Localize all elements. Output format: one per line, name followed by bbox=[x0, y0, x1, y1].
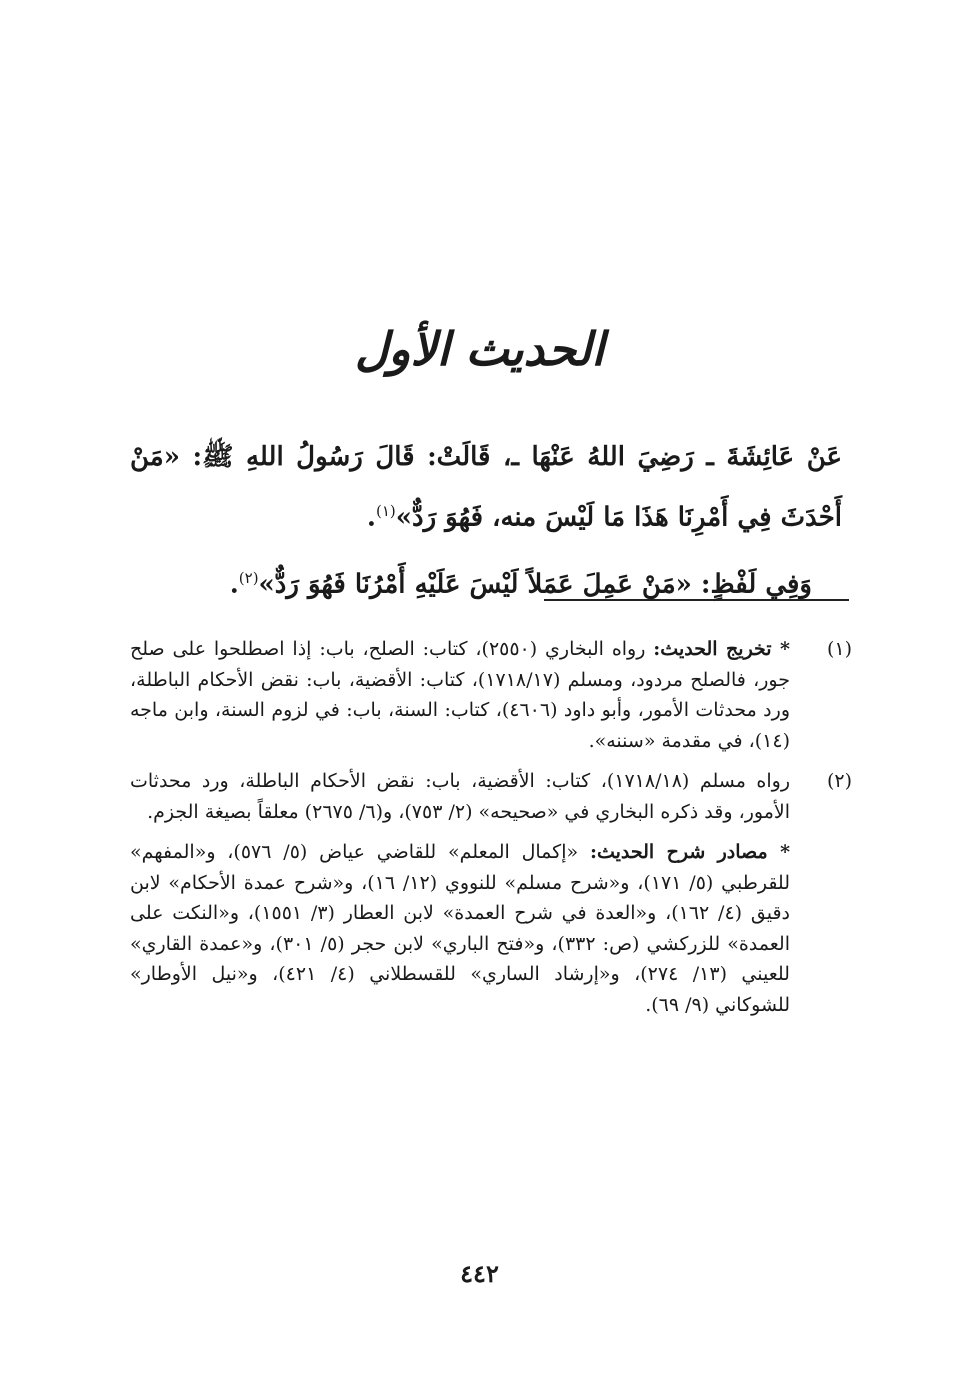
takhrij-label: * تخريج الحديث: bbox=[653, 638, 790, 660]
footnotes bbox=[130, 634, 852, 1030]
footnote-separator bbox=[544, 599, 849, 601]
footnote-1 bbox=[130, 634, 852, 756]
sources-paragraph bbox=[130, 837, 790, 1020]
sources-label: * مصادر شرح الحديث: bbox=[589, 841, 791, 863]
hadith-paragraph-2 bbox=[130, 551, 842, 612]
footnote-ref-2[interactable]: (٢) bbox=[238, 568, 259, 587]
hadith-line-1: عَنْ عَائِشَةَ ـ رَضِيَ اللهُ عَنْهَا ـ، قَالَتْ: قَالَ رَسُولُ اللهِ ﷺ: «مَنْ أَحْدَثَ فِي أَمْرِنَا هَذَا مَا لَيْسَ منه، فَهُوَ رَدٌّ» bbox=[130, 442, 842, 533]
page-title: الحديث الأول bbox=[354, 322, 605, 376]
hadith-text bbox=[130, 430, 842, 611]
hadith-end-1: . bbox=[366, 502, 376, 533]
takhrij-text: رواه البخاري (٢٥٥٠)، كتاب: الصلح، باب: إذا اصطلحوا على صلح جور، فالصلح مردود، ومسلم (١٧١٨/١٧)، كتاب: الأقضية، باب: نقض الأحكام الباطلة، ورد محدثات الأمور، وأبو داود (٤٦٠٦)، كتاب: السنة، باب: في لزوم السنة، وابن ماجه (١٤)، في مقدمة «سننه». bbox=[130, 638, 790, 752]
footnote-number: (١) bbox=[826, 638, 852, 660]
footnote-ref-1[interactable]: (١) bbox=[375, 502, 396, 520]
hadith-end-2: . bbox=[229, 569, 239, 600]
sources-text: «إكمال المعلم» للقاضي عياض (٥/ ٥٧٦)، و«المفهم» للقرطبي (٥/ ١٧١)، و«شرح مسلم» للنووي (١٢/ ١٦)، و«شرح عمدة الأحكام» لابن دقيق (٤/ ١٦٢)، و«العدة في شرح العمدة» لابن العطار (٣/ ١٥٥١)، و«النكت على العمدة» للزركشي (ص: ٣٣٢)، و«فتح الباري» لابن حجر (٥/ ٣٠١)، و«عمدة القاري» للعيني (١٣/ ٢٧٤)، و«إرشاد الساري» للقسطلاني (٤/ ٤٢١)، و«نيل الأوطار» للشوكاني (٩/ ٦٩). bbox=[130, 841, 791, 1016]
footnote-number: (٢) bbox=[826, 770, 852, 792]
footnote-2 bbox=[130, 766, 852, 1020]
footnote-body: رواه مسلم (١٧١٨/١٨)، كتاب: الأقضية، باب: نقض الأحكام الباطلة، ورد محدثات الأمور، وقد ذكره البخاري في «صحيحه» (٢/ ٧٥٣)، و(٦/ ٢٦٧٥) معلقاً بصيغة الجزم. bbox=[130, 770, 791, 823]
hadith-line-2: وَفِي لَفْظٍ: «مَنْ عَمِلَ عَمَلاً لَيْسَ عَلَيْهِ أَمْرُنَا فَهُوَ رَدٌّ» bbox=[258, 569, 812, 600]
footnote-body bbox=[130, 634, 790, 756]
hadith-paragraph-1 bbox=[130, 430, 842, 545]
page-number: ٤٤٢ bbox=[460, 1259, 499, 1288]
